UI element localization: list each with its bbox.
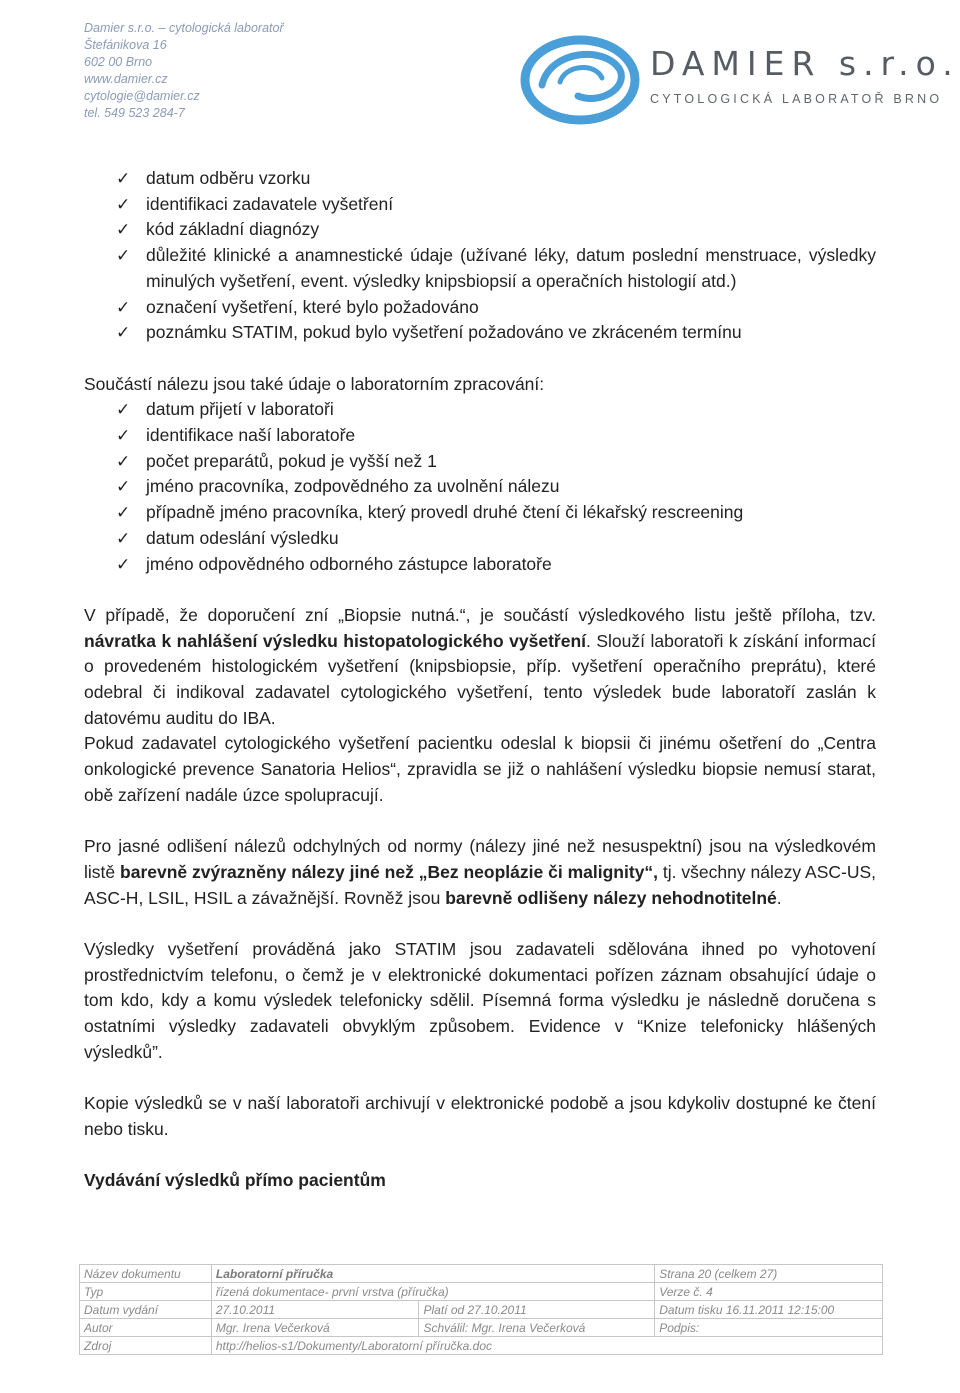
checkmark-icon: ✓ [116,323,131,343]
checkmark-icon: ✓ [116,400,131,420]
list-item: ✓ poznámku STATIM, pokud bylo vyšetření požadováno ve zkráceném termínu [84,320,876,346]
table-cell: řízená dokumentace- první vrstva (příručka) [211,1283,654,1301]
header-contact-block [84,20,284,122]
logo-subtitle: CYTOLOGICKÁ LABORATOŘ BRNO [650,92,943,106]
checkmark-icon: ✓ [116,554,131,574]
table-cell: Platí od 27.10.2011 [419,1301,655,1319]
checkmark-icon: ✓ [116,169,131,188]
table-cell: Verze č. 4 [655,1283,883,1301]
contact-company: Damier s.r.o. – cytologická laboratoř [84,21,284,35]
checkmark-icon: ✓ [116,426,131,446]
submission-data-list [84,166,876,346]
checkmark-icon: ✓ [116,246,131,266]
contact-phone: tel. 549 523 284-7 [84,106,185,120]
list-item: ✓ případně jméno pracovníka, který provedl druhé čtení či lékařský rescreening [84,500,876,526]
table-row [80,1283,883,1301]
list-item: ✓ datum odběru vzorku [84,166,876,192]
return-slip-term: návratka k nahlášení výsledku histopatologického vyšetření [84,630,587,651]
table-cell: http://helios-s1/Dokumenty/Laboratorní příručka.doc [211,1337,882,1355]
biopsy-paragraph: V případě, že doporučení zní „Biopsie nutná.“, je součástí výsledkového listu ještě příloha, tzv. návratka k nahlášení výsledku histopatologického vyšetření. Slouží laboratoři k získání informací o provedeném histologickém vyšetření (knipsbiopsie, příp. vyšetření operačního preprátu), které odebral či indikoval zadavatel cytologického vyšetření, tento výsledek bude laboratoří zaslán k datovému auditu do IBA. [84,604,876,728]
statim-paragraph: Výsledky vyšetření prováděná jako STATIM jsou zadavateli sdělována ihned po vyhotovení prostřednictvím telefonu, o čemž je v elektronické dokumentaci pořízen záznam obsahující údaje o tom kdo, kdy a komu výsledek telefonicky sdělil. Písemná forma výsledku je následně doručena s ostatními výsledky zadavateli obvyklým způsobem. Evidence v “Knize telefonicky hlášených výsledků”. [84,939,876,1062]
table-cell: Schválil: Mgr. Irena Večerková [419,1319,655,1337]
contact-email: cytologie@damier.cz [84,89,200,103]
highlight-paragraph: Pro jasné odlišení nálezů odchylných od normy (nálezy jiné než nesuspektní) jsou na výsledkovém listě barevně zvýrazněny nálezy jiné než „Bez neoplázie či malignity“, tj. všechny nálezy ASC-US, ASC-H, LSIL, HSIL a závažnější. Rovněž jsou barevně odlišeny nálezy nehodnotitelné. [84,836,877,908]
table-cell: Podpis: [655,1319,883,1337]
contact-street: Štefánikova 16 [84,38,167,52]
table-row [80,1301,883,1319]
checkmark-icon: ✓ [116,220,131,240]
table-row [80,1337,883,1355]
table-cell: Laboratorní příručka [211,1265,654,1283]
list-item: ✓ datum odeslání výsledku [84,526,876,552]
table-cell: Zdroj [80,1337,212,1355]
checkmark-icon: ✓ [116,477,131,497]
checkmark-icon: ✓ [116,297,131,317]
company-logo [520,30,960,126]
table-cell: Název dokumentu [80,1265,212,1283]
checkmark-icon: ✓ [116,503,131,523]
archive-paragraph: Kopie výsledků se v naší laboratoři archivují v elektronické podobě a jsou kdykoliv dostupné ke čtení nebo tisku. [84,1093,876,1139]
list-item: ✓ datum přijetí v laboratoři [84,397,876,423]
contact-web: www.damier.cz [84,72,168,86]
table-cell: Autor [80,1319,212,1337]
list-item: ✓ identifikaci zadavatele vyšetření [84,192,876,218]
list-item: ✓ kód základní diagnózy [84,217,876,243]
logo-swirl-icon [520,30,650,126]
table-cell: Strana 20 (celkem 27) [655,1265,883,1283]
document-info-table [79,1264,883,1355]
lab-data-intro: Součástí nálezu jsou také údaje o laboratorním zpracování: [84,373,545,394]
section-heading: Vydávání výsledků přímo pacientům [84,1170,386,1191]
list-item: ✓ počet preparátů, pokud je vyšší než 1 [84,449,876,475]
table-cell: Typ [80,1283,212,1301]
list-item: ✓ označení vyšetření, které bylo požadováno [84,295,876,321]
checkmark-icon: ✓ [116,451,131,471]
table-row [80,1265,883,1283]
contact-city: 602 00 Brno [84,55,153,69]
document-body [84,166,876,1194]
table-cell: 27.10.2011 [211,1301,419,1319]
table-cell: Datum tisku 16.11.2011 12:15:00 [655,1301,883,1319]
table-cell: Mgr. Irena Večerková [211,1319,419,1337]
checkmark-icon: ✓ [116,528,131,548]
table-cell: Datum vydání [80,1301,212,1319]
list-item: ✓ jméno odpovědného odborného zástupce laboratoře [84,552,876,578]
helios-paragraph: Pokud zadavatel cytologického vyšetření pacientku odeslal k biopsii či jinému ošetření do „Centra onkologické prevence Sanatoria Helios“, zpravidla se již o nahlášení výsledku biopsie nemusí starat, obě zařízení nadále úzce spolupracují. [84,733,876,805]
checkmark-icon: ✓ [116,194,131,214]
table-row [80,1319,883,1337]
list-item: ✓ důležité klinické a anamnestické údaje (užívané léky, datum poslední menstruace, výsledky minulých vyšetření, event. výsledky knipsbiopsií a operačních histologií atd.) [116,245,876,291]
list-item: ✓ jméno pracovníka, zodpovědného za uvolnění nálezu [84,474,876,500]
logo-name: DAMIER s.r.o. [650,44,960,83]
lab-data-list [84,397,876,577]
list-item: ✓ identifikace naší laboratoře [84,423,876,449]
